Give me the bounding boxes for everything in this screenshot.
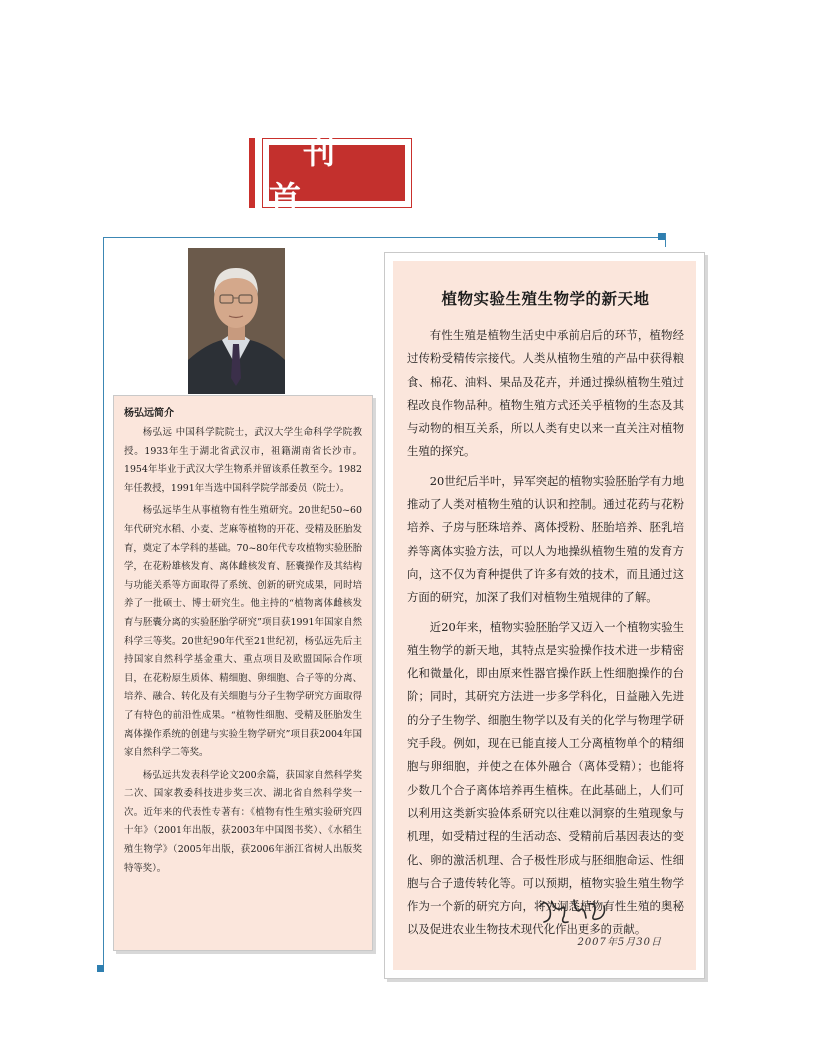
article-paragraph: 有性生殖是植物生活史中承前启后的环节，植物经过传粉受精传宗接代。人类从植物生殖的产品中获得粮食、棉花、油料、果品及花卉，并通过操纵植物生殖过程改良作物品种。植物生殖方式还关乎植物的生态及其与动物的相互关系，所以人类有史以来一直关注对植物生殖的探究。 [407,328,684,459]
biography-box [113,395,373,951]
handwritten-signature [522,892,662,948]
biography-paragraph: 杨弘远毕生从事植物有性生殖研究。20世纪50~60年代研究水稻、小麦、芝麻等植物的开花、受精及胚胎发育，奠定了本学科的基础。70~80年代专攻植物实验胚胎学，在花粉雄核发育、离体雌核发育、胚囊操作及其结构与功能关系等方面取得了系统、创新的研究成果，同时培养了一批硕士、博士研究生。他主持的“植物离体雌核发育与胚囊分离的实验胚胎学研究”项目获1991年国家自然科学三等奖。20世纪90年代至21世纪初，杨弘远先后主持国家自然科学基金重大、重点项目及欧盟国际合作项目，在花粉原生质体、精细胞、卵细胞、合子等的分离、培养、融合、转化及有关细胞与分子生物学研究方面取得了有特色的前沿性成果。“植物性细胞、受精及胚胎发生离体操作系统的创建与实验生物学研究”项目获2004年国家自然科学二等奖。 [124,505,362,759]
editorial-article-box [384,252,705,979]
biography-paragraph: 杨弘远共发表科学论文200余篇，获国家自然科学奖二次、国家教委科技进步奖三次、湖北省自然科学奖一次。近年来的代表性专著有：《植物有性生殖实验研究四十年》（2001年出版，获2003年中国图书奖）、《水稻生殖生物学》（2005年出版，获2006年浙江省树人出版奖特等奖）。 [124,769,362,874]
title-accent-bar [249,138,255,208]
frame-corner-square [97,965,104,972]
biography-paragraph: 杨弘远 中国科学院院士，武汉大学生命科学学院教授。1933年生于湖北省武汉市，祖籍湖南省长沙市。1954年毕业于武汉大学生物系并留该系任教至今。1982年任教授，1991年当选中国科学院学部委员（院士）。 [124,427,362,494]
signature-date: 2007年5月30日 [577,937,662,948]
portrait-photo [188,248,285,394]
frame-top-line [103,237,661,238]
section-title: 刊 首 [269,145,405,201]
section-title-box [262,133,412,217]
frame-right-tick [665,233,666,247]
article-title: 植物实验生殖生物学的新天地 [441,289,650,308]
editorial-article-body [393,261,696,970]
frame-left-line [103,237,104,967]
frame-corner-square [658,233,665,240]
article-paragraph: 20世纪后半叶，异军突起的植物实验胚胎学有力地推动了人类对植物生殖的认识和控制。通过花药与花粉培养、子房与胚珠培养、离体授粉、胚胎培养、胚乳培养等离体实验方法，可以人为地操纵植物生殖的发育方向，这不仅为育种提供了许多有效的技术，而且通过这方面的研究，加深了我们对植物生殖规律的了解。 [407,473,684,605]
biography-heading: 杨弘远简介 [124,408,174,419]
article-paragraph: 近20年来，植物实验胚胎学又迈入一个植物实验生殖生物学的新天地，其特点是实验操作技术进一步精密化和微量化，即由原来性器官操作跃上性细胞操作的台阶；同时，其研究方法进一步多学科化，日益融入先进的分子生物学、细胞生物学以及有关的化学与物理学研究手段。例如，现在已能直接人工分离植物单个的精细胞与卵细胞，并使之在体外融合（离体受精）；也能将少数几个合子离体培养再生植株。在此基础上，人们可以利用这类新实验体系研究以往难以洞察的生殖现象与机理，如受精过程的生活动态、受精前后基因表达的变化、卵的激活机理、合子极性形成与胚细胞命运、性细胞与合子遗传转化等。可以预期，植物实验生殖生物学作为一个新的研究方向，将为洞悉植物有性生殖的奥秘以及促进农业生物技术现代化作出更多的贡献。 [407,619,684,937]
